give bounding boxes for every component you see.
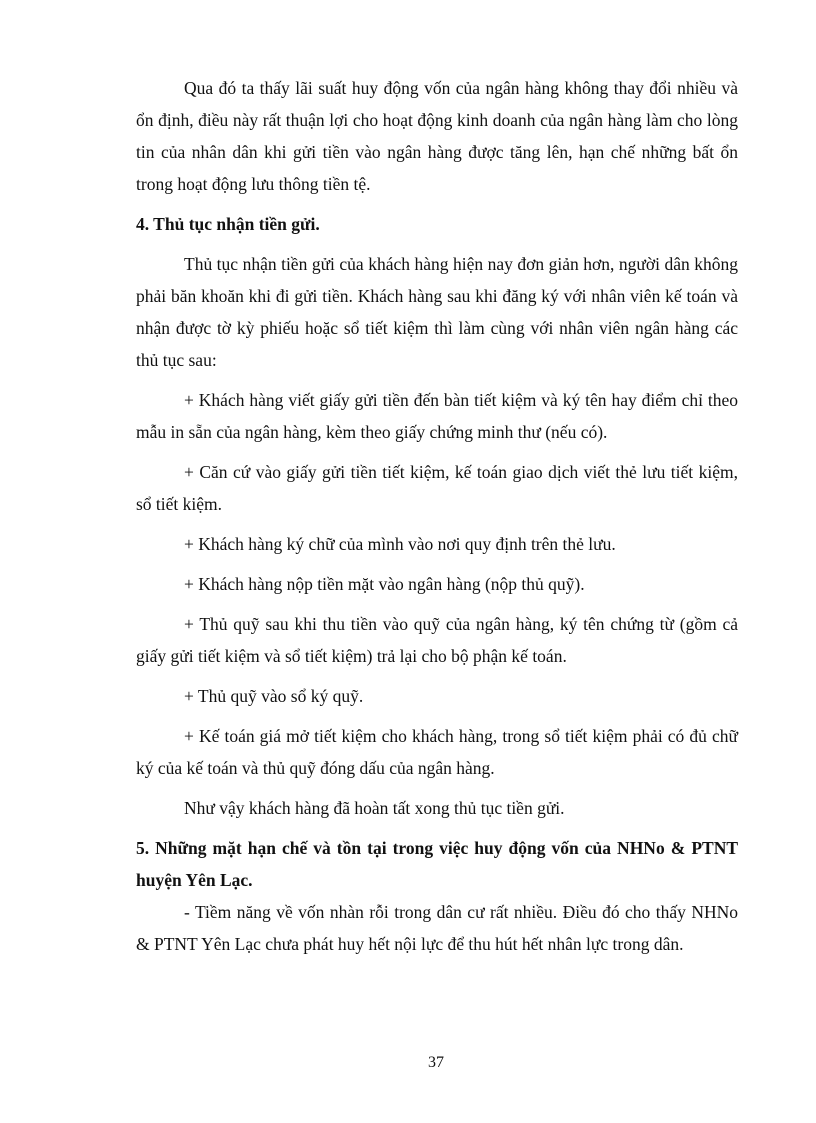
list-item-idle-capital-potential: - Tiềm năng về vốn nhàn rỗi trong dân cư rất nhiều. Điều đó cho thấy NHNo & PTNT Yên Lạc chưa phát huy hết nội lực để thu hút hết nhân lực trong dân. (136, 902, 738, 954)
list-item-cashier-receipt: + Thủ quỹ sau khi thu tiền vào quỹ của ngân hàng, ký tên chứng từ (gồm cả giấy gửi tiết kiệm và sổ tiết kiệm) trả lại cho bộ phận kế toán. (136, 614, 738, 666)
paragraph-procedure-complete: Như vậy khách hàng đã hoàn tất xong thủ tục tiền gửi. (184, 798, 565, 818)
list-item-cash-payment: + Khách hàng nộp tiền mặt vào ngân hàng (nộp thủ quỹ). (184, 574, 585, 594)
page-body (136, 72, 738, 960)
page-number: 37 (428, 1054, 444, 1071)
heading-limitations: 5. Những mặt hạn chế và tồn tại trong việc huy động vốn của NHNo & PTNT huyện Yên Lạc. (136, 838, 738, 890)
list-item-deposit-slip: + Khách hàng viết giấy gửi tiền đến bàn tiết kiệm và ký tên hay điểm chỉ theo mẫu in sẵn của ngân hàng, kèm theo giấy chứng minh thư (nếu có). (136, 390, 738, 442)
list-item-cashier-book: + Thủ quỹ vào sổ ký quỹ. (184, 686, 364, 706)
heading-deposit-procedure: 4. Thủ tục nhận tiền gửi. (136, 214, 320, 234)
list-item-customer-signature: + Khách hàng ký chữ của mình vào nơi quy định trên thẻ lưu. (184, 534, 616, 554)
list-item-open-savings-book: + Kế toán giá mở tiết kiệm cho khách hàng, trong sổ tiết kiệm phải có đủ chữ ký của kế toán và thủ quỹ đóng dấu của ngân hàng. (136, 726, 738, 778)
paragraph-deposit-procedure-intro: Thủ tục nhận tiền gửi của khách hàng hiện nay đơn giản hơn, người dân không phải băn khoăn khi đi gửi tiền. Khách hàng sau khi đăng ký với nhân viên kế toán và nhận được tờ kỳ phiếu hoặc sổ tiết kiệm thì làm cùng với nhân viên ngân hàng các thủ tục sau: (136, 254, 738, 370)
list-item-savings-card: + Căn cứ vào giấy gửi tiền tiết kiệm, kế toán giao dịch viết thẻ lưu tiết kiệm, sổ tiết kiệm. (136, 462, 738, 514)
paragraph-interest-rate-stability: Qua đó ta thấy lãi suất huy động vốn của ngân hàng không thay đổi nhiều và ổn định, điều này rất thuận lợi cho hoạt động kinh doanh của ngân hàng làm cho lòng tin của nhân dân khi gửi tiền vào ngân hàng được tăng lên, hạn chế những bất ổn trong hoạt động lưu thông tiền tệ. (136, 78, 738, 194)
